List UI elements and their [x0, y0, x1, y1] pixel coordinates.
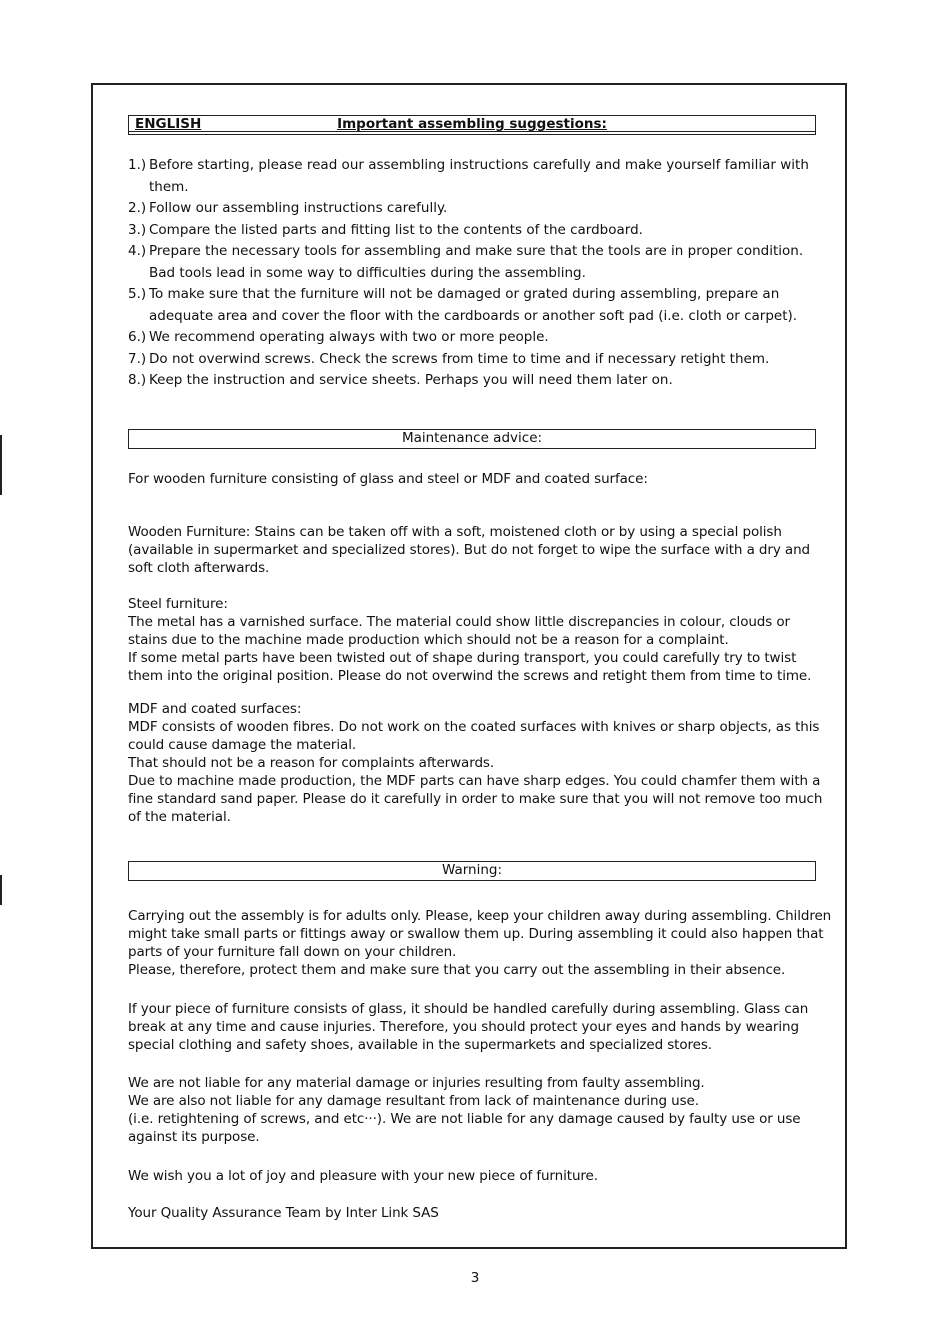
- assembling-header: [128, 115, 816, 135]
- warning-header: [128, 861, 816, 881]
- maintenance-intro: For wooden furniture consisting of glass and steel or MDF and coated surface:: [128, 471, 648, 487]
- list-item: 1.) Before starting, please read our assembling instructions carefully and make yourself familiar with them.: [128, 157, 809, 195]
- wooden-furniture-text: Wooden Furniture: Stains can be taken off with a soft, moistened cloth or by using a special polish (available in supermarket and specialized stores). But do not forget to wipe the surface with a dry and soft cloth afterwards.: [128, 524, 811, 576]
- scan-edge-mark: [0, 875, 2, 905]
- list-item: 4.) Prepare the necessary tools for assembling and make sure that the tools are in proper condition. Bad tools lead in some way to difficulties during the assembling.: [128, 243, 804, 281]
- page-number: 3: [470, 1270, 480, 1286]
- list-item: 8.) Keep the instruction and service sheets. Perhaps you will need them later on.: [128, 372, 673, 388]
- maintenance-title: Maintenance advice:: [401, 430, 543, 446]
- signature: Your Quality Assurance Team by Inter Link SAS: [128, 1205, 439, 1221]
- assembling-list: [128, 155, 828, 392]
- list-item: 3.) Compare the listed parts and fitting list to the contents of the cardboard.: [128, 221, 643, 238]
- warning-children: Carrying out the assembly is for adults only. Please, keep your children away during assembling. Children might take small parts or fittings away or swallow them up. During assembling it could also happen that parts of your furniture fall down on your children. Please, therefore, protect them and make sure that you carry out the assembling in their absence.: [128, 908, 832, 978]
- warning-liability: We are not liable for any material damage or injuries resulting from faulty assembling. We are also not liable for any damage resultant from lack of maintenance during use. (i.e. retightening of screws, and etc···). We are not liable for any damage caused by faulty use or use against its purpose.: [128, 1075, 801, 1145]
- warning-title: Warning:: [441, 862, 503, 878]
- list-item: 2.) Follow our assembling instructions carefully.: [128, 200, 448, 216]
- scan-edge-mark: [0, 435, 2, 495]
- closing-wish: We wish you a lot of joy and pleasure with your new piece of furniture.: [128, 1168, 598, 1184]
- warning-glass: If your piece of furniture consists of glass, it should be handled carefully during assembling. Glass can break at any time and cause injuries. Therefore, you should protect your eyes and hands by wearing special clothing and safety shoes, available in the supermarkets and specialized stores.: [128, 1001, 809, 1053]
- list-item: 6.) We recommend operating always with two or more people.: [128, 329, 549, 345]
- language-label: ENGLISH: [135, 116, 202, 132]
- list-item: 7.) Do not overwind screws. Check the screws from time to time and if necessary retight them.: [128, 350, 770, 367]
- list-item: 5.) To make sure that the furniture will not be damaged or grated during assembling, prepare an adequate area and cover the floor with the cardboards or another soft pad (i.e. cloth or carpet).: [128, 286, 798, 324]
- mdf-heading: MDF and coated surfaces:: [128, 701, 302, 717]
- assembling-title: Important assembling suggestions:: [337, 116, 607, 132]
- steel-heading: Steel furniture:: [128, 596, 228, 612]
- maintenance-header: [128, 429, 816, 449]
- header-underline: [129, 131, 815, 132]
- mdf-section: MDF and coated surfaces: MDF consists of wooden fibres. Do not work on the coated surfaces with knives or sharp objects, as this could cause damage the material. That should not be a reason for complaints afterwards. Due to machine made production, the MDF parts can have sharp edges. You could chamfer them with a fine standard sand paper. Please do it carefully in order to make sure that you will not remove too much of the material.: [128, 700, 833, 826]
- steel-furniture-section: Steel furniture: The metal has a varnished surface. The material could show little discrepancies in colour, clouds or stains due to the machine made production which should not be a reason for a complaint. If some metal parts have been twisted out of shape during transport, you could carefully try to twist them into the original position. Please do not overwind the screws and retight them from time to time.: [128, 595, 833, 685]
